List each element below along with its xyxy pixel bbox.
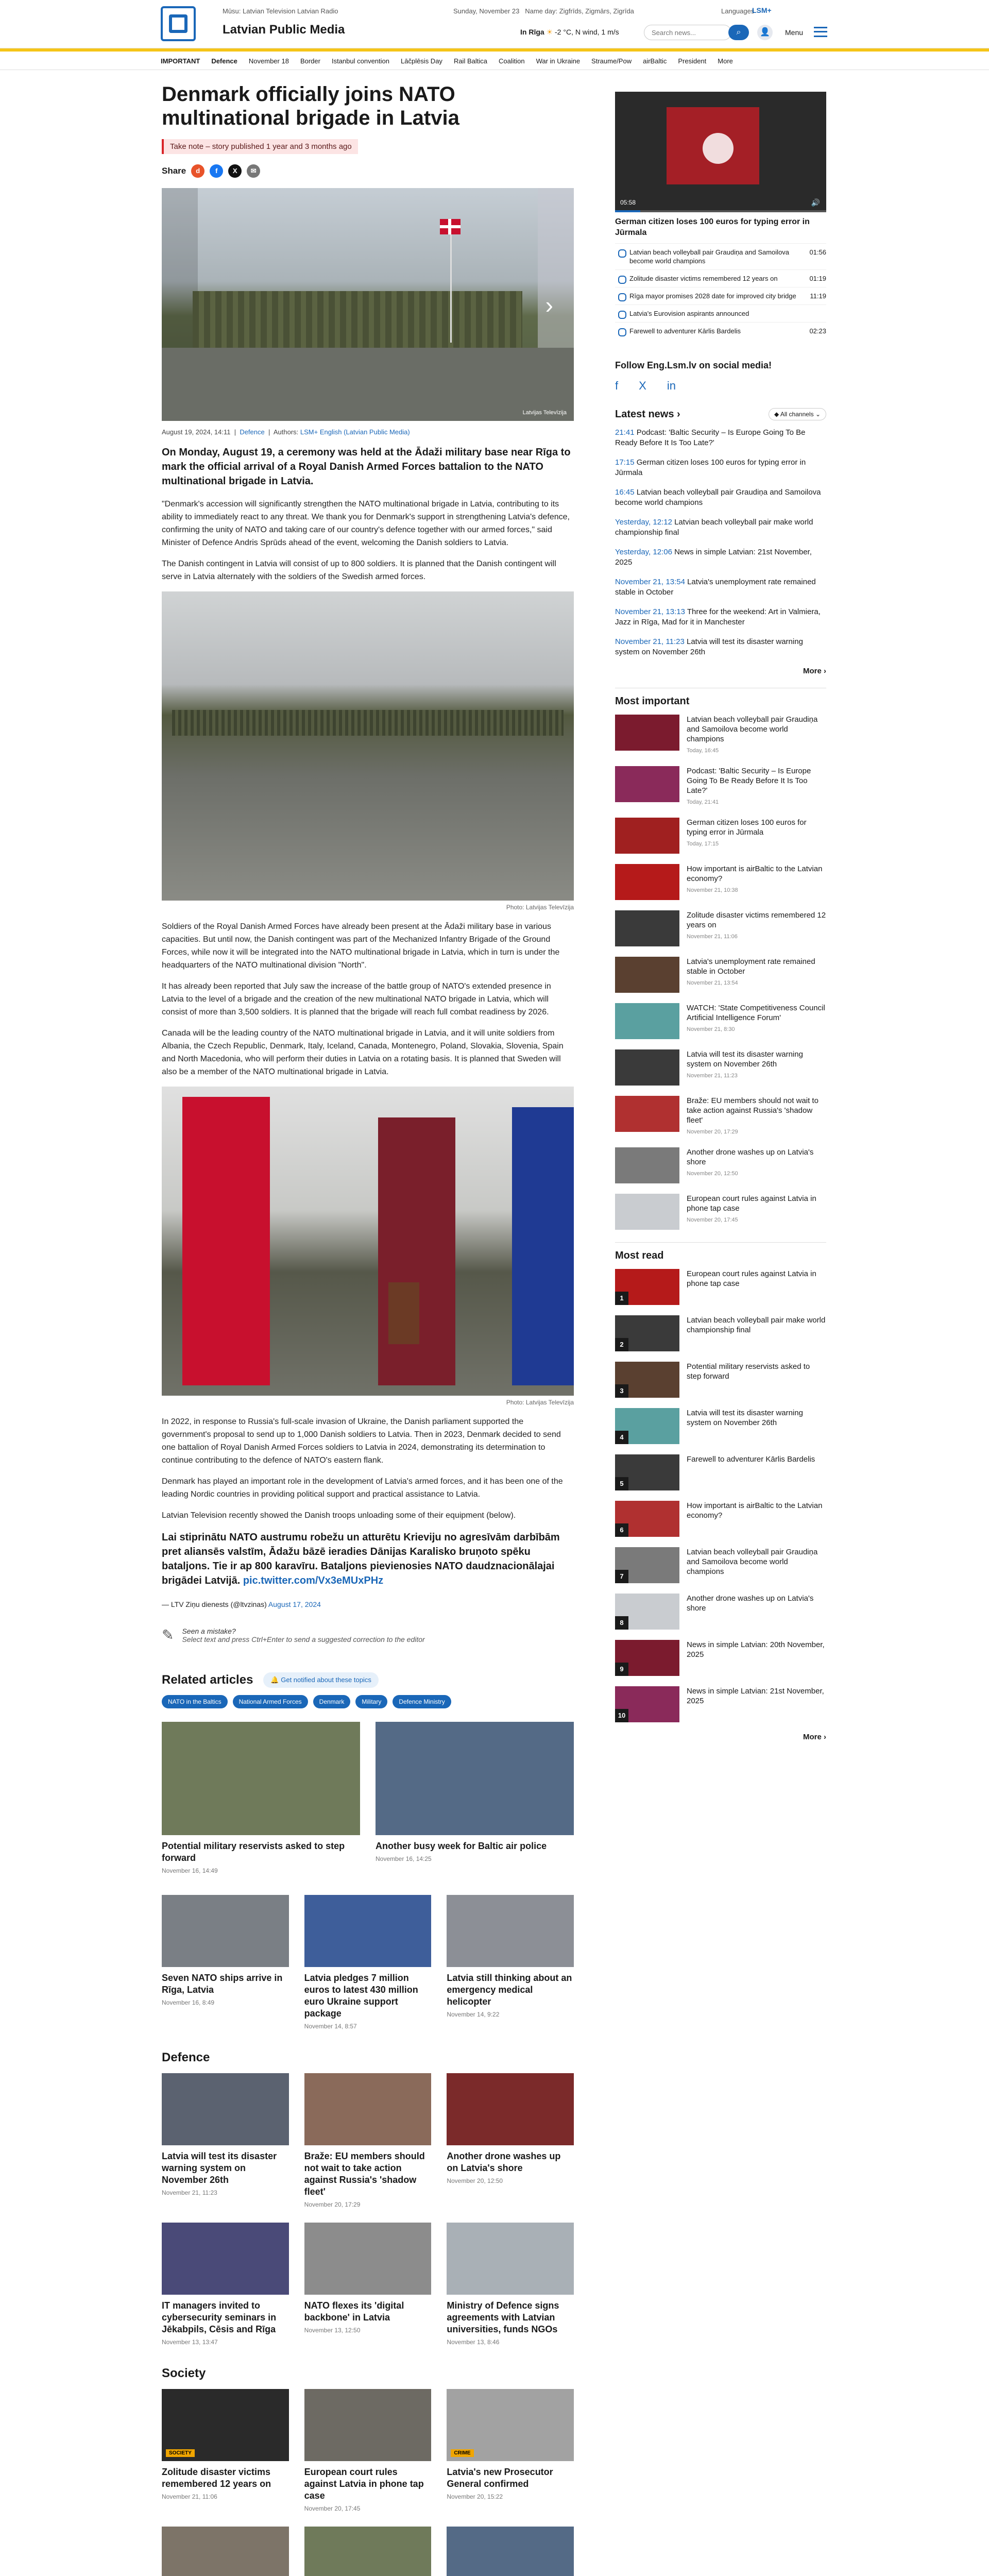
- rank-number: 6: [615, 1523, 628, 1537]
- photo-caption: Photo: Latvijas Televīzija: [506, 1399, 574, 1406]
- latest-item[interactable]: [615, 607, 826, 628]
- latest-title[interactable]: Three for the weekend: Art in Valmiera, Jazz in Rīga, Mad for it in Manchester: [615, 607, 821, 626]
- article-card[interactable]: [304, 2223, 432, 2346]
- article-card[interactable]: [447, 2223, 574, 2346]
- article-card[interactable]: [162, 2073, 289, 2208]
- video-list-item[interactable]: [615, 322, 826, 340]
- hamburger-menu-icon[interactable]: [814, 27, 827, 37]
- latest-item[interactable]: [615, 457, 826, 478]
- channels-dropdown[interactable]: ◆ All channels ⌄: [769, 408, 826, 420]
- important-title[interactable]: Podcast: 'Baltic Security – Is Europe Going To Be Ready Before It Is Too Late?': [687, 767, 811, 795]
- rank-number: 1: [615, 1292, 628, 1305]
- nav-item[interactable]: Istanbul convention: [331, 57, 389, 65]
- article-card[interactable]: [376, 1722, 574, 1874]
- more-link[interactable]: More ›: [803, 1733, 826, 1741]
- rank-number: 3: [615, 1384, 628, 1398]
- article-thumbnail[interactable]: [304, 1895, 432, 1967]
- important-text: [687, 1147, 826, 1183]
- latest-list: [615, 428, 826, 657]
- article-card-date: November 21, 11:06: [162, 2493, 217, 2500]
- most-read-title[interactable]: Latvian beach volleyball pair make world championship final: [687, 1316, 826, 1334]
- most-read-text: [687, 1686, 826, 1722]
- article-card-date: November 13, 8:46: [447, 2338, 500, 2346]
- related-heading: Related articles: [162, 1673, 253, 1687]
- related-small-list: [162, 1895, 574, 2030]
- article-card-title[interactable]: European court rules against Latvia in phone tap case: [304, 2467, 424, 2501]
- rank-number: 9: [615, 1663, 628, 1676]
- most-read-title[interactable]: Potential military reservists asked to step forward: [687, 1362, 810, 1381]
- most-read-title[interactable]: News in simple Latvian: 20th November, 2025: [687, 1640, 825, 1659]
- video-time: 05:58: [620, 199, 636, 206]
- article-thumbnail[interactable]: [376, 1722, 574, 1835]
- important-text: [687, 864, 826, 900]
- weather: In Rīga ☀ -2 °C, N wind, 1 m/s: [520, 28, 619, 36]
- nav-item[interactable]: Straume/Pow: [591, 57, 632, 65]
- paragraph: Latvian Television recently showed the Danish troops unloading some of their equipment (below).: [162, 1511, 516, 1520]
- article-card-title[interactable]: Another busy week for Baltic air police: [376, 1841, 547, 1851]
- rank-number: 10: [615, 1709, 628, 1722]
- important-thumbnail[interactable]: [615, 715, 679, 751]
- article-thumbnail[interactable]: [447, 2527, 574, 2576]
- article-card[interactable]: [447, 2389, 574, 2512]
- draugiem-share-icon[interactable]: d: [191, 164, 204, 178]
- site-header: [0, 0, 989, 48]
- video-title[interactable]: German citizen loses 100 euros for typing error in Jūrmala: [615, 217, 810, 237]
- most-read-text: [687, 1269, 826, 1305]
- most-read-text: [687, 1362, 826, 1398]
- nav-item[interactable]: War in Ukraine: [536, 57, 581, 65]
- most-read-title[interactable]: Farewell to adventurer Kārlis Bardelis: [687, 1455, 815, 1464]
- video-list-item[interactable]: [615, 287, 826, 304]
- important-date: November 20, 17:45: [687, 1217, 738, 1223]
- rank-number: 8: [615, 1616, 628, 1630]
- topic-nav: [0, 52, 989, 70]
- article-thumbnail[interactable]: [162, 2073, 289, 2145]
- video-list-item[interactable]: [615, 304, 826, 322]
- article-card-title[interactable]: IT managers invited to cybersecurity seminars in Jēkabpils, Cēsis and Rīga: [162, 2300, 277, 2334]
- society-list: [162, 2389, 574, 2576]
- important-text: [687, 1049, 826, 1086]
- important-thumbnail[interactable]: [615, 1096, 679, 1132]
- most-read-item[interactable]: [615, 1501, 826, 1537]
- article-photo-formation: [162, 591, 574, 901]
- site-links[interactable]: Mūsu: Latvian Television Latvian Radio: [223, 7, 338, 15]
- video-item-duration: 01:19: [809, 275, 826, 282]
- latest-time: Yesterday, 12:06: [615, 548, 672, 556]
- most-read-text: [687, 1408, 826, 1444]
- article-card-title[interactable]: NATO flexes its 'digital backbone' in Latvia: [304, 2300, 404, 2323]
- important-title[interactable]: Braže: EU members should not wait to take action against Russia's 'shadow fleet': [687, 1096, 819, 1125]
- video-list-item[interactable]: [615, 243, 826, 269]
- article-card-date: November 14, 8:57: [304, 2023, 357, 2030]
- tweet-source: — LTV Ziņu dienests (@ltvzinas) August 17, 2024: [162, 1600, 321, 1608]
- article-card-date: November 21, 11:23: [162, 2189, 217, 2196]
- tweet-text: Lai stiprinātu NATO austrumu robežu un atturētu Krieviju no agresīvām darbībām pret aliansēs valstīm, Ādažu bāzē ieradies Dānijas Karaliskо bruņoto spēku bataljons. Tie ir ap 800 karavīru. Bataljons pievienosies NATO daudznacionālajai brigādei Latvijā.: [162, 1532, 560, 1586]
- video-item-title[interactable]: Farewell to adventurer Kārlis Bardelis: [629, 327, 741, 335]
- important-thumbnail[interactable]: [615, 1147, 679, 1183]
- article-photo-flags: [162, 1087, 574, 1396]
- most-read-heading: Most read: [615, 1242, 826, 1262]
- rank-number: 5: [615, 1477, 628, 1490]
- video-player[interactable]: [615, 92, 826, 212]
- article-title: Denmark officially joins NATO multinational brigade in Latvia: [162, 83, 459, 129]
- notify-button[interactable]: 🔔 Get notified about these topics: [263, 1672, 378, 1688]
- date-text: Sunday, November 23 Name day: Zigfrīds, Zigmārs, Zigrīda: [453, 7, 634, 15]
- sidebar: [615, 92, 826, 1750]
- article: [162, 82, 574, 2576]
- most-read-item[interactable]: [615, 1454, 826, 1490]
- section-link[interactable]: Defence: [240, 428, 265, 436]
- important-title[interactable]: Latvia will test its disaster warning system on November 26th: [687, 1050, 803, 1069]
- important-item[interactable]: [615, 1147, 826, 1183]
- article-thumbnail[interactable]: [447, 2223, 574, 2295]
- rank-number: 7: [615, 1570, 628, 1583]
- lsm-logo[interactable]: [161, 6, 196, 41]
- social-heading: Follow Eng.Lsm.lv on social media!: [615, 360, 772, 370]
- important-item[interactable]: [615, 766, 826, 807]
- most-read-text: [687, 1547, 826, 1583]
- article-card-date: November 20, 15:22: [447, 2493, 503, 2500]
- article-thumbnail[interactable]: [447, 2389, 574, 2461]
- important-item[interactable]: [615, 1194, 826, 1230]
- important-item[interactable]: [615, 1096, 826, 1137]
- important-date: November 21, 11:06: [687, 934, 738, 940]
- share-label: Share: [162, 166, 186, 176]
- tag-chip[interactable]: Defence Ministry: [393, 1695, 451, 1708]
- important-title[interactable]: How important is airBaltic to the Latvian economy?: [687, 865, 823, 883]
- important-thumbnail[interactable]: [615, 1049, 679, 1086]
- important-text: [687, 1003, 826, 1039]
- more-link[interactable]: More ›: [803, 667, 826, 675]
- important-text: [687, 957, 826, 993]
- paragraph: The Danish contingent in Latvia will consist of up to 800 soldiers. It is planned that the Danish contingent will serve in Latvia alternately with the soldiers of the Swedish armed forces.: [162, 560, 556, 581]
- important-text: [687, 910, 826, 946]
- embedded-tweet: [162, 1530, 574, 1588]
- latest-time: November 21, 13:54: [615, 578, 685, 586]
- most-read-item[interactable]: [615, 1408, 826, 1444]
- important-item[interactable]: [615, 1049, 826, 1086]
- important-title[interactable]: Latvian beach volleyball pair Graudiņa and Samoilova become world champions: [687, 715, 818, 743]
- article-card-date: November 16, 8:49: [162, 1999, 215, 2006]
- article-card-date: November 13, 12:50: [304, 2327, 361, 2334]
- paragraph: It has already been reported that July saw the increase of the battle group of NATO's extended presence in Latvia to the level of a brigade and the creation of the new multinational NATO brigade in Latvia, which will consist of more than 3,500 soldiers. It is planned that the brigade will reach full combat readiness by 2026.: [162, 982, 551, 1016]
- important-date: November 20, 12:50: [687, 1171, 738, 1177]
- video-list: [615, 243, 826, 340]
- nav-item[interactable]: More: [718, 57, 733, 65]
- latest-time: 17:15: [615, 458, 635, 467]
- paragraph: Soldiers of the Royal Danish Armed Forces have already been present at the Ādaži military base in various capacities. But until now, the Danish contingent was part of the Mechanized Infantry Brigade of the Ground Forces, while now it will be integrated into the NATO multinational brigade in Latvia, which in turn is under the headquarters of the NATO multinational division "North".: [162, 922, 560, 970]
- important-title[interactable]: German citizen loses 100 euros for typing error in Jūrmala: [687, 818, 807, 837]
- important-date: November 20, 17:29: [687, 1129, 738, 1135]
- report-mistake: [162, 1626, 574, 1643]
- article-card-date: November 16, 14:49: [162, 1867, 218, 1874]
- most-read-text: [687, 1640, 826, 1676]
- most-read-title[interactable]: Latvian beach volleyball pair Graudiņa and Samoilova become world champions: [687, 1548, 818, 1576]
- article-thumbnail[interactable]: [162, 2389, 289, 2461]
- nav-item[interactable]: Defence: [211, 57, 237, 65]
- search-icon[interactable]: ⌕: [728, 25, 749, 40]
- latest-title[interactable]: News in simple Latvian: 21st November, 2025: [615, 548, 812, 567]
- nav-important-label: IMPORTANT: [161, 57, 200, 65]
- important-text: [687, 715, 826, 756]
- play-icon[interactable]: [703, 133, 734, 164]
- article-card[interactable]: [304, 1895, 432, 2030]
- lsm-plus-link[interactable]: LSM+: [752, 6, 772, 14]
- gallery-next-icon[interactable]: ›: [545, 292, 553, 318]
- important-text: [687, 1194, 826, 1230]
- latest-item[interactable]: [615, 547, 826, 568]
- video-item-title[interactable]: Latvian beach volleyball pair Graudiņa and Samoilova become world champions: [629, 248, 790, 265]
- latest-title[interactable]: German citizen loses 100 euros for typing error in Jūrmala: [615, 458, 806, 477]
- video-item-duration: 01:56: [809, 248, 826, 256]
- nav-item[interactable]: November 18: [248, 57, 289, 65]
- paragraph: Denmark has played an important role in the development of Latvia's armed forces, and it has been one of the leading Nordic countries in providing political support and practical assistance to Latvia.: [162, 1477, 563, 1499]
- most-read-title[interactable]: Latvia will test its disaster warning system on November 26th: [687, 1409, 803, 1427]
- important-thumbnail[interactable]: [615, 1194, 679, 1230]
- important-date: November 21, 10:38: [687, 887, 738, 893]
- author-link[interactable]: LSM+ English (Latvian Public Media): [300, 428, 410, 436]
- important-date: Today, 21:41: [687, 799, 719, 805]
- most-read-item[interactable]: [615, 1362, 826, 1398]
- article-card-date: November 20, 17:45: [304, 2505, 361, 2512]
- article-card-title[interactable]: Braže: EU members should not wait to take action against Russia's 'shadow fleet': [304, 2151, 425, 2197]
- latest-time: November 21, 11:23: [615, 637, 685, 646]
- tag-chip[interactable]: NATO in the Baltics: [162, 1695, 228, 1708]
- article-card[interactable]: [304, 2527, 432, 2576]
- most-read-item[interactable]: [615, 1315, 826, 1351]
- article-card[interactable]: [162, 2389, 289, 2512]
- tag-list: [162, 1695, 574, 1708]
- video-list-item[interactable]: [615, 269, 826, 287]
- pencil-icon: ✎: [162, 1627, 174, 1643]
- rank-number: 2: [615, 1338, 628, 1351]
- article-card-title[interactable]: Latvia's new Prosecutor General confirmed: [447, 2467, 553, 2489]
- article-card-title[interactable]: Zolitude disaster victims remembered 12 years on: [162, 2467, 271, 2489]
- latest-time: 21:41: [615, 428, 635, 437]
- important-list: [615, 715, 826, 1230]
- article-thumbnail[interactable]: [304, 2527, 432, 2576]
- article-card[interactable]: [304, 2073, 432, 2208]
- nav-item[interactable]: President: [678, 57, 707, 65]
- article-card-date: November 20, 12:50: [447, 2177, 503, 2184]
- important-text: [687, 818, 826, 854]
- most-read-item[interactable]: [615, 1594, 826, 1630]
- latest-header: [615, 408, 826, 420]
- important-date: November 21, 11:23: [687, 1073, 738, 1079]
- society-heading: Society: [162, 2366, 206, 2380]
- important-date: November 21, 13:54: [687, 980, 738, 986]
- video-item-title[interactable]: Rīga mayor promises 2028 date for improved city bridge: [629, 292, 796, 300]
- volume-icon[interactable]: 🔊: [811, 198, 820, 207]
- latest-item[interactable]: [615, 637, 826, 657]
- tag-chip[interactable]: Denmark: [313, 1695, 351, 1708]
- important-title[interactable]: European court rules against Latvia in phone tap case: [687, 1194, 816, 1213]
- video-item-title[interactable]: Zolitude disaster victims remembered 12 years on: [629, 275, 778, 282]
- most-read-text: [687, 1315, 826, 1351]
- latest-time: Yesterday, 12:12: [615, 518, 672, 527]
- latest-title[interactable]: Podcast: 'Baltic Security – Is Europe Going To Be Ready Before It Is Too Late?': [615, 428, 806, 447]
- article-thumbnail[interactable]: [447, 2073, 574, 2145]
- most-read-text: [687, 1594, 826, 1630]
- latest-heading: Latest news ›: [615, 408, 680, 420]
- email-share-icon[interactable]: ✉: [247, 164, 260, 178]
- article-card-title[interactable]: Potential military reservists asked to step forward: [162, 1841, 345, 1863]
- most-read-title[interactable]: European court rules against Latvia in phone tap case: [687, 1269, 816, 1288]
- paragraph: Canada will be the leading country of the NATO multinational brigade in Latvia, and it will unite soldiers from Albania, the Czech Republic, Denmark, Italy, Iceland, Canada, Montenegro, Poland, Slovakia, Slovenia, Spain and North Macedonia, who will perform their duties in Latvia on a rotating basis. It is planned that Sweden will also be a member of the NATO multinational brigade in Latvia.: [162, 1029, 564, 1076]
- video-item-duration: 02:23: [809, 327, 826, 335]
- most-read-text: [687, 1454, 815, 1490]
- x-icon[interactable]: X: [639, 379, 646, 392]
- most-read-list: [615, 1269, 826, 1722]
- article-card-title[interactable]: Another drone washes up on Latvia's shore: [447, 2151, 561, 2173]
- tag-chip[interactable]: Military: [355, 1695, 387, 1708]
- article-card[interactable]: [162, 2223, 289, 2346]
- article-meta: August 19, 2024, 14:11 | Defence | Authors: LSM+ English (Latvian Public Media): [162, 428, 410, 436]
- languages-link[interactable]: Languages: [721, 7, 755, 15]
- linkedin-icon[interactable]: in: [667, 379, 676, 392]
- important-item[interactable]: [615, 1003, 826, 1039]
- important-title[interactable]: Zolitude disaster victims remembered 12 years on: [687, 911, 826, 929]
- article-card[interactable]: [162, 1722, 360, 1874]
- important-date: Today, 16:45: [687, 748, 719, 754]
- most-read-item[interactable]: [615, 1640, 826, 1676]
- rank-number: 4: [615, 1431, 628, 1444]
- menu-label[interactable]: Menu: [785, 28, 804, 37]
- latest-title[interactable]: Latvia's unemployment rate remained stable in October: [615, 578, 816, 597]
- nav-item[interactable]: airBaltic: [643, 57, 667, 65]
- nav-item[interactable]: Lāčplēsis Day: [401, 57, 442, 65]
- article-card[interactable]: [447, 2073, 574, 2208]
- article-thumbnail[interactable]: [162, 1895, 289, 1967]
- x-share-icon[interactable]: X: [228, 164, 242, 178]
- article-card-title[interactable]: Seven NATO ships arrive in Rīga, Latvia: [162, 1973, 283, 1995]
- mistake-title: Seen a mistake?: [182, 1626, 236, 1635]
- article-thumbnail[interactable]: [304, 2389, 432, 2461]
- important-thumbnail[interactable]: [615, 957, 679, 993]
- important-item[interactable]: [615, 910, 826, 946]
- most-read-item[interactable]: [615, 1686, 826, 1722]
- article-card-date: November 16, 14:25: [376, 1855, 432, 1862]
- most-read-title[interactable]: How important is airBaltic to the Latvian economy?: [687, 1501, 823, 1520]
- important-thumbnail[interactable]: [615, 910, 679, 946]
- latest-item[interactable]: [615, 517, 826, 538]
- latest-title[interactable]: Latvia will test its disaster warning system on November 26th: [615, 637, 803, 656]
- article-card[interactable]: [162, 1895, 289, 2030]
- paragraph: In 2022, in response to Russia's full-scale invasion of Ukraine, the Danish parliament supported the government's proposal to send up to 1,000 Danish soldiers to Latvia. Then in 2023, Denmark decided to send one battalion of Royal Danish Armed Forces soldiers to Latvia in 2024, demonstrating its determination to continue contributing to the defence of NATO's eastern flank.: [162, 1417, 561, 1465]
- tweet-link[interactable]: pic.twitter.com/Vx3eMUxPHz: [243, 1575, 384, 1586]
- share-bar: [162, 164, 574, 178]
- article-thumbnail[interactable]: [304, 2073, 432, 2145]
- latest-item[interactable]: [615, 487, 826, 508]
- important-title[interactable]: Latvia's unemployment rate remained stable in October: [687, 957, 815, 976]
- nav-item[interactable]: Rail Baltica: [453, 57, 487, 65]
- tweet-date-link[interactable]: August 17, 2024: [268, 1600, 321, 1608]
- important-thumbnail[interactable]: [615, 766, 679, 802]
- social-links: [615, 379, 826, 393]
- facebook-share-icon[interactable]: f: [210, 164, 223, 178]
- article-gallery-photo[interactable]: [162, 188, 574, 421]
- article-card[interactable]: [162, 2527, 289, 2576]
- article-thumbnail[interactable]: [304, 2223, 432, 2295]
- most-read-title[interactable]: News in simple Latvian: 21st November, 2025: [687, 1687, 824, 1705]
- article-card-title[interactable]: Latvia pledges 7 million euros to latest 430 million euro Ukraine support package: [304, 1973, 418, 2019]
- search-input[interactable]: [644, 25, 731, 40]
- user-icon[interactable]: 👤: [757, 25, 773, 40]
- article-card-date: November 20, 17:29: [304, 2201, 361, 2208]
- latest-time: 16:45: [615, 488, 635, 497]
- video-item-title[interactable]: Latvia's Eurovision aspirants announced: [629, 310, 749, 317]
- important-thumbnail[interactable]: [615, 1003, 679, 1039]
- related-big-list: [162, 1722, 574, 1874]
- latest-item[interactable]: [615, 577, 826, 598]
- tag-chip[interactable]: National Armed Forces: [233, 1695, 308, 1708]
- article-card[interactable]: [447, 1895, 574, 2030]
- important-title[interactable]: Another drone washes up on Latvia's shore: [687, 1148, 814, 1166]
- important-title[interactable]: WATCH: 'State Competitiveness Council Artificial Intelligence Forum': [687, 1004, 825, 1022]
- important-thumbnail[interactable]: [615, 818, 679, 854]
- category-badge: CRIME: [451, 2449, 473, 2457]
- important-item[interactable]: [615, 957, 826, 993]
- photo-credit: Latvijas Televīzija: [522, 410, 567, 416]
- article-card-title[interactable]: Ministry of Defence signs agreements with Latvian universities, funds NGOs: [447, 2300, 559, 2334]
- nav-item[interactable]: Border: [300, 57, 320, 65]
- latest-item[interactable]: [615, 428, 826, 448]
- important-text: [687, 1096, 826, 1137]
- latest-title[interactable]: Latvian beach volleyball pair Graudiņa and Samoilova become world champions: [615, 488, 821, 507]
- important-date: Today, 17:15: [687, 841, 719, 847]
- most-read-text: [687, 1501, 826, 1537]
- important-thumbnail[interactable]: [615, 864, 679, 900]
- article-card-date: November 14, 9:22: [447, 2011, 500, 2018]
- article-card-date: November 13, 13:47: [162, 2338, 218, 2346]
- paragraph: "Denmark's accession will significantly strengthen the NATO multinational brigade in Latvia, contributing to its ability to immediately react to any threat. We thank you for Denmark's support in strengthening Latvia's defence, confirming the unity of NATO and taking care of our country's defence together with our armed forces," said Minister of Defence Andris Sprūds ahead of the event, welcoming the Danish soldiers to Latvia.: [162, 500, 570, 547]
- important-item[interactable]: [615, 715, 826, 756]
- story-age-note: Take note – story published 1 year and 3 months ago: [162, 139, 358, 154]
- important-text: [687, 766, 826, 807]
- facebook-icon[interactable]: f: [615, 379, 619, 392]
- article-card[interactable]: [304, 2389, 432, 2512]
- photo-caption: Photo: Latvijas Televīzija: [506, 904, 574, 911]
- article-thumbnail[interactable]: [162, 1722, 360, 1835]
- most-read-title[interactable]: Another drone washes up on Latvia's shore: [687, 1594, 814, 1613]
- article-card-title[interactable]: Latvia will test its disaster warning system on November 26th: [162, 2151, 277, 2185]
- article-lead: On Monday, August 19, a ceremony was held at the Ādaži military base near Rīga to mark the official arrival of a Royal Danish Armed Forces battalion to the NATO multinational brigade in Latvia.: [162, 447, 571, 487]
- article-thumbnail[interactable]: [447, 1895, 574, 1967]
- important-item[interactable]: [615, 864, 826, 900]
- important-item[interactable]: [615, 818, 826, 854]
- most-important-heading: Most important: [615, 688, 826, 707]
- mistake-text: Select text and press Ctrl+Enter to send a suggested correction to the editor: [182, 1635, 425, 1643]
- article-thumbnail[interactable]: [162, 2527, 289, 2576]
- article-card[interactable]: [447, 2527, 574, 2576]
- defence-list: [162, 2073, 574, 2346]
- nav-item[interactable]: Coalition: [498, 57, 525, 65]
- important-date: November 21, 8:30: [687, 1026, 735, 1032]
- latest-title[interactable]: Latvian beach volleyball pair make world championship final: [615, 518, 813, 537]
- article-thumbnail[interactable]: [162, 2223, 289, 2295]
- category-badge: SOCIETY: [166, 2449, 195, 2457]
- defence-heading: Defence: [162, 2050, 210, 2064]
- latest-time: November 21, 13:13: [615, 607, 685, 616]
- video-item-duration: 11:19: [810, 292, 826, 300]
- article-card-title[interactable]: Latvia still thinking about an emergency medical helicopter: [447, 1973, 572, 2007]
- most-read-item[interactable]: [615, 1547, 826, 1583]
- site-title[interactable]: Latvian Public Media: [223, 23, 345, 37]
- most-read-item[interactable]: [615, 1269, 826, 1305]
